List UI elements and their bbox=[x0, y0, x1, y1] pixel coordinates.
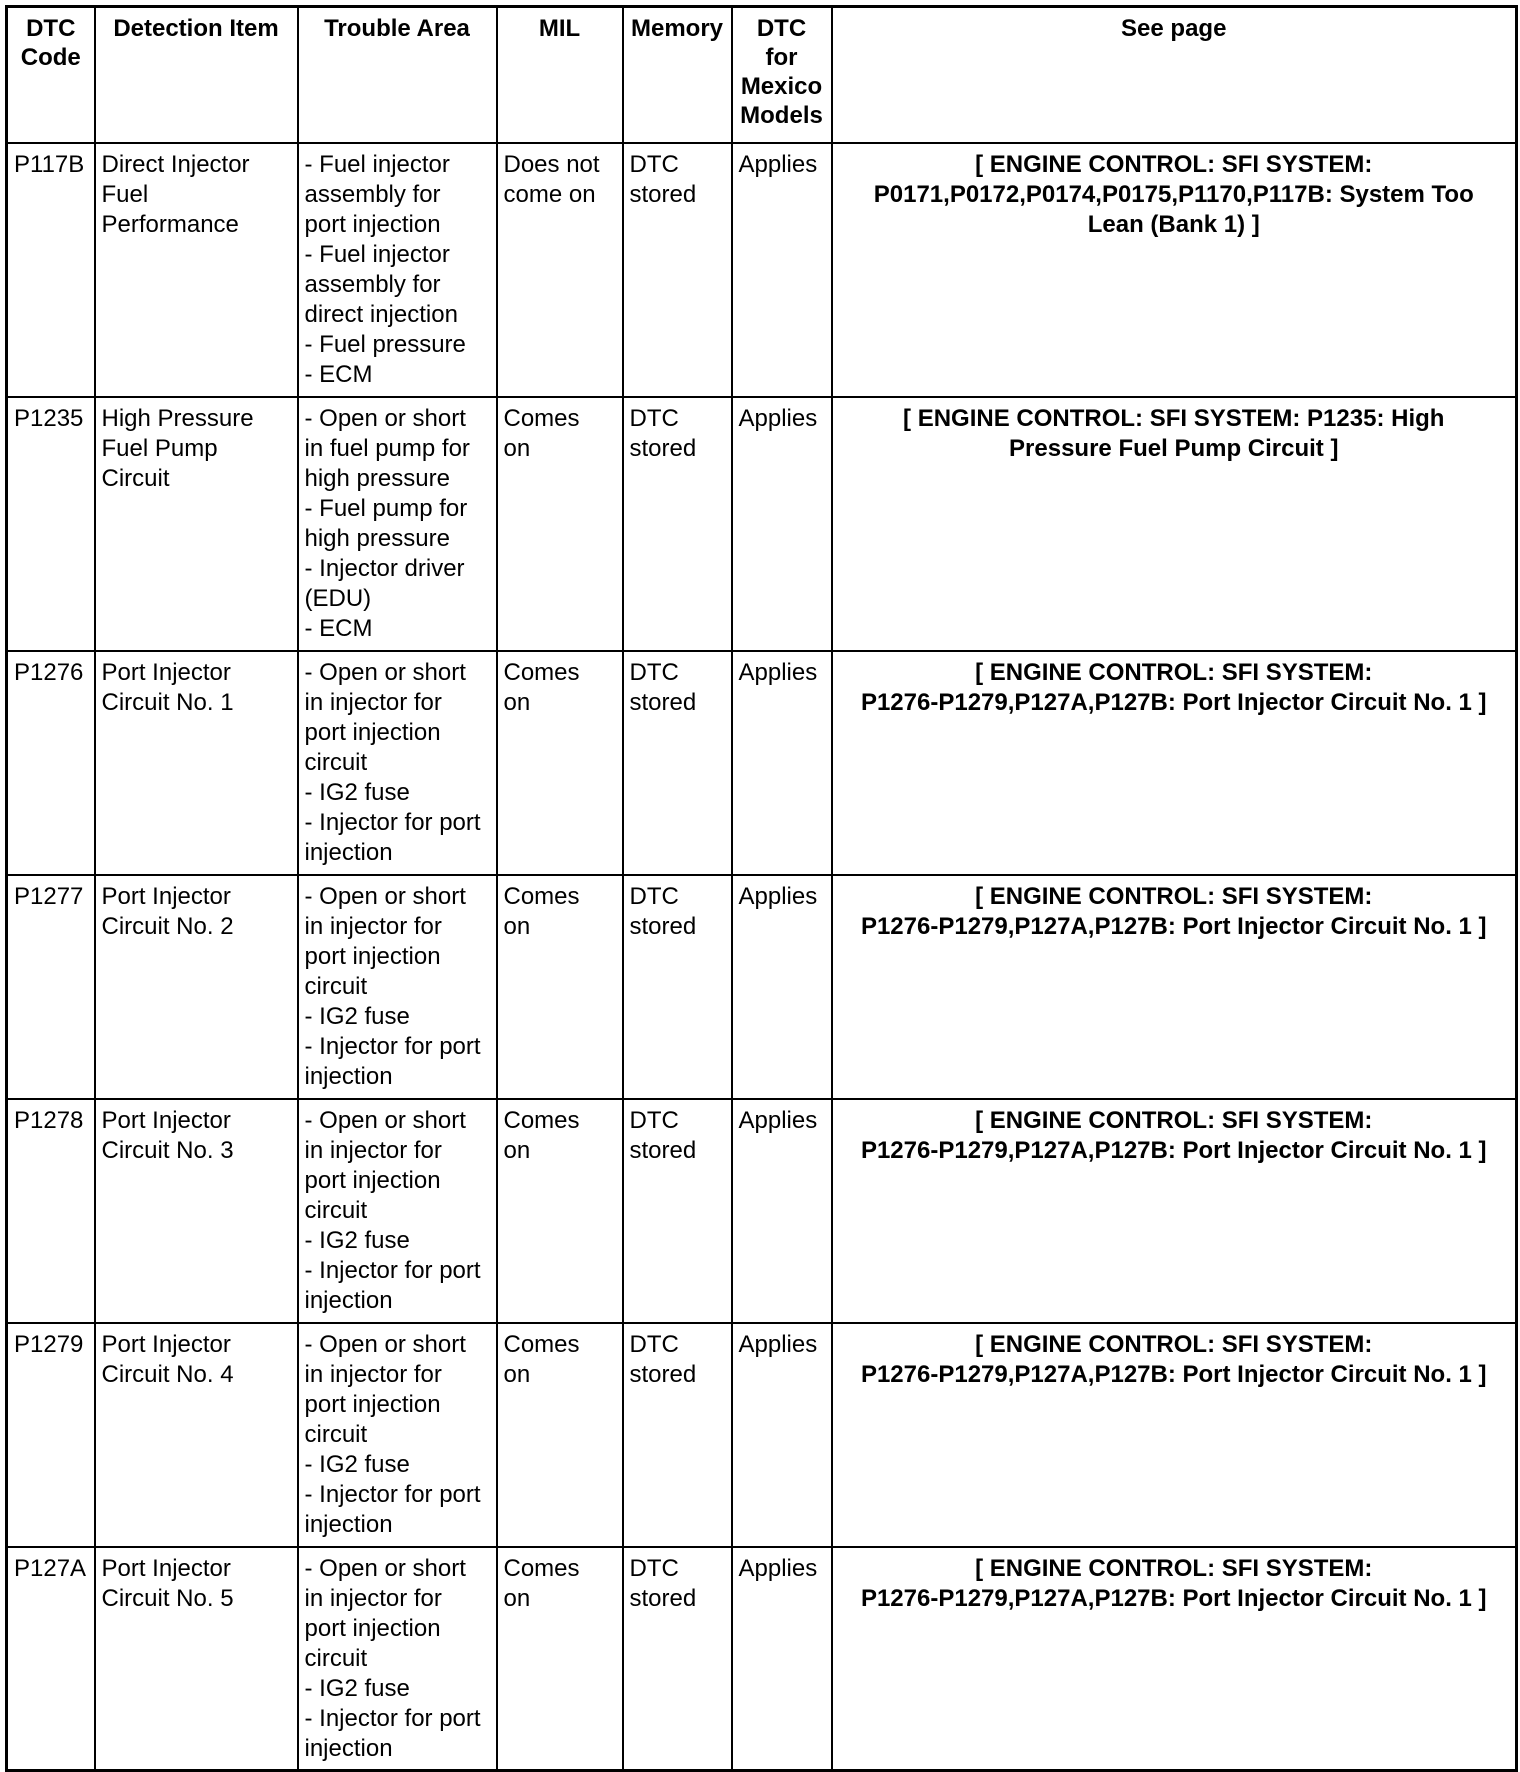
header-trouble-area: Trouble Area bbox=[298, 7, 497, 143]
see-page-link[interactable]: [ ENGINE CONTROL: SFI SYSTEM: P1276-P1279,P127A,P127B: Port Injector Circuit No. 1 ] bbox=[832, 1547, 1517, 1771]
header-see-page: See page bbox=[832, 7, 1517, 143]
mil-cell: Comes on bbox=[497, 1323, 623, 1547]
trouble-area-cell: - Fuel injector assembly for port injection - Fuel injector assembly for direct injection - Fuel pressure - ECM bbox=[298, 143, 497, 397]
see-page-link[interactable]: [ ENGINE CONTROL: SFI SYSTEM: P1276-P1279,P127A,P127B: Port Injector Circuit No. 1 ] bbox=[832, 875, 1517, 1099]
memory-cell: DTC stored bbox=[623, 651, 732, 875]
mexico-cell: Applies bbox=[732, 1547, 832, 1771]
dtc-code-cell: P1276 bbox=[7, 651, 95, 875]
mil-cell: Does not come on bbox=[497, 143, 623, 397]
detection-item-cell: Port Injector Circuit No. 5 bbox=[95, 1547, 298, 1771]
mexico-cell: Applies bbox=[732, 875, 832, 1099]
trouble-area-cell: - Open or short in injector for port injection circuit - IG2 fuse - Injector for port injection bbox=[298, 1099, 497, 1323]
trouble-area-cell: - Open or short in fuel pump for high pressure - Fuel pump for high pressure - Injector driver (EDU) - ECM bbox=[298, 397, 497, 651]
trouble-area-cell: - Open or short in injector for port injection circuit - IG2 fuse - Injector for port injection bbox=[298, 651, 497, 875]
memory-cell: DTC stored bbox=[623, 875, 732, 1099]
mexico-cell: Applies bbox=[732, 651, 832, 875]
trouble-area-cell: - Open or short in injector for port injection circuit - IG2 fuse - Injector for port injection bbox=[298, 1323, 497, 1547]
dtc-code-cell: P1279 bbox=[7, 1323, 95, 1547]
detection-item-cell: Direct Injector Fuel Performance bbox=[95, 143, 298, 397]
header-row bbox=[7, 7, 1517, 143]
trouble-area-cell: - Open or short in injector for port injection circuit - IG2 fuse - Injector for port injection bbox=[298, 875, 497, 1099]
detection-item-cell: Port Injector Circuit No. 3 bbox=[95, 1099, 298, 1323]
memory-cell: DTC stored bbox=[623, 1323, 732, 1547]
trouble-area-cell: - Open or short in injector for port injection circuit - IG2 fuse - Injector for port injection bbox=[298, 1547, 497, 1771]
see-page-link[interactable]: [ ENGINE CONTROL: SFI SYSTEM: P0171,P0172,P0174,P0175,P1170,P117B: System Too Lean (Bank 1) ] bbox=[832, 143, 1517, 397]
dtc-code-cell: P117B bbox=[7, 143, 95, 397]
memory-cell: DTC stored bbox=[623, 1547, 732, 1771]
table-row bbox=[7, 651, 1517, 875]
memory-cell: DTC stored bbox=[623, 397, 732, 651]
mil-cell: Comes on bbox=[497, 651, 623, 875]
see-page-link[interactable]: [ ENGINE CONTROL: SFI SYSTEM: P1276-P1279,P127A,P127B: Port Injector Circuit No. 1 ] bbox=[832, 651, 1517, 875]
mil-cell: Comes on bbox=[497, 875, 623, 1099]
table-row bbox=[7, 875, 1517, 1099]
mexico-cell: Applies bbox=[732, 397, 832, 651]
mexico-cell: Applies bbox=[732, 1099, 832, 1323]
mexico-cell: Applies bbox=[732, 143, 832, 397]
see-page-link[interactable]: [ ENGINE CONTROL: SFI SYSTEM: P1235: High Pressure Fuel Pump Circuit ] bbox=[832, 397, 1517, 651]
memory-cell: DTC stored bbox=[623, 143, 732, 397]
dtc-code-cell: P1277 bbox=[7, 875, 95, 1099]
mil-cell: Comes on bbox=[497, 1547, 623, 1771]
dtc-code-cell: P1278 bbox=[7, 1099, 95, 1323]
see-page-link[interactable]: [ ENGINE CONTROL: SFI SYSTEM: P1276-P1279,P127A,P127B: Port Injector Circuit No. 1 ] bbox=[832, 1323, 1517, 1547]
table-row bbox=[7, 143, 1517, 397]
detection-item-cell: Port Injector Circuit No. 4 bbox=[95, 1323, 298, 1547]
table-row bbox=[7, 397, 1517, 651]
dtc-code-cell: P1235 bbox=[7, 397, 95, 651]
memory-cell: DTC stored bbox=[623, 1099, 732, 1323]
mexico-cell: Applies bbox=[732, 1323, 832, 1547]
detection-item-cell: Port Injector Circuit No. 1 bbox=[95, 651, 298, 875]
dtc-code-cell: P127A bbox=[7, 1547, 95, 1771]
header-memory: Memory bbox=[623, 7, 732, 143]
mil-cell: Comes on bbox=[497, 1099, 623, 1323]
header-dtc-mexico: DTC for Mexico Models bbox=[732, 7, 832, 143]
header-detection-item: Detection Item bbox=[95, 7, 298, 143]
detection-item-cell: High Pressure Fuel Pump Circuit bbox=[95, 397, 298, 651]
table-row bbox=[7, 1323, 1517, 1547]
mil-cell: Comes on bbox=[497, 397, 623, 651]
see-page-link[interactable]: [ ENGINE CONTROL: SFI SYSTEM: P1276-P1279,P127A,P127B: Port Injector Circuit No. 1 ] bbox=[832, 1099, 1517, 1323]
detection-item-cell: Port Injector Circuit No. 2 bbox=[95, 875, 298, 1099]
header-dtc-code: DTC Code bbox=[7, 7, 95, 143]
table-row bbox=[7, 1547, 1517, 1771]
header-mil: MIL bbox=[497, 7, 623, 143]
table-row bbox=[7, 1099, 1517, 1323]
dtc-table bbox=[5, 5, 1518, 1772]
